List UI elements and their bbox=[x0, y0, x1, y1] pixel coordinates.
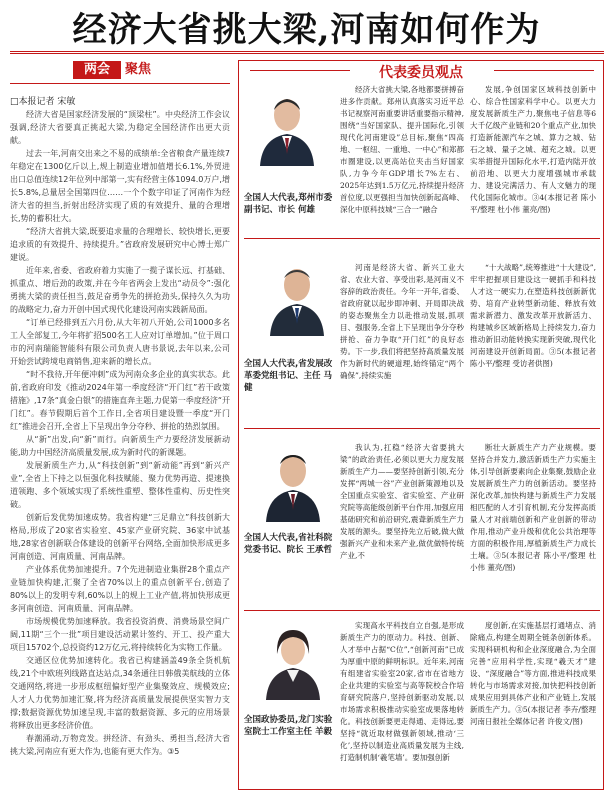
byline: □本报记者 宋敏 bbox=[10, 97, 76, 107]
paragraph: 从“新”出发,向“新”而行。向新质生产力要经济发展新动能,助力中国经济高质量发展,成为新时代的新课题。 bbox=[10, 435, 230, 457]
rep-caption: 全国人大代表,省社科院党委书记、院长 王承哲 bbox=[244, 533, 333, 555]
viewpoints-header: 代表委员观点 bbox=[379, 65, 463, 81]
paragraph: 交通区位优势加速转化。我省已构建涵盖49条全货机航线,21个中欧班列线路直达站点,34条通往日韩俄美航线的立体交通网络,将进一步形成枢纽偏好型产业集聚效应、规模效应;人才人力优势加速汇聚,将为经济高质量发展提供坚实智力支撑;数据资源优势加速呈现,丰富的数据资源、多元的应用场景将释放出更多经济价值。 bbox=[10, 656, 230, 730]
rep-statement-col2: “十大战略”,统筹推进“十大建设”,牢牢把握项目建设这一硬抓手和科技人才这一硬实力,在塑造科技创新新优势、培育产业转型新动能、释放有效需求新潜力、激发改革开放新活力、构建城乡区域新格局上持续发力,奋力推动新旧动能转换实现新突破,现代化河南建设开创新局面。③5(本报记者 陈小平/整理 受访者供图) bbox=[470, 263, 596, 368]
column-tag bbox=[73, 61, 173, 79]
paragraph: 经济大省是国家经济发展的“顶梁柱”。中央经济工作会议强调,经济大省要真正挑起大梁,为稳定全国经济作出更大贡献。 bbox=[10, 110, 230, 145]
paragraph: 创新后发优势加速成势。我省构建“三足鼎立”科技创新大格局,形成了20家省实验室、45家产业研究院、36家中试基地,28家省创新联合体建设的创新平台网络,全面加快形成更多河南创造、河南质量、河南品牌。 bbox=[10, 513, 230, 561]
paragraph: 产业体系优势加速提升。7个先进制造业集群28个重点产业链加快构建,汇聚了全省70%以上的重点创新平台,创造了80%以上的发明专利,60%以上的规上工业产值,将加快形成更多河南创造、河南质量、河南品牌。 bbox=[10, 565, 230, 613]
portrait-photo bbox=[260, 446, 326, 522]
article-body bbox=[10, 108, 230, 788]
paragraph: 过去一年,河南交出来之不易的成绩单:全省粮食产量连续7年稳定在1300亿斤以上,规上制造业增加值增长6.1%,外贸进出口总值连续12年位列中部第一,实有经营主体1094.0万户,增长5.8%,总量居全国第四位……一个个数字印证了河南作为经济大省的担当,折射出经济实现了质的有效提升、量的合理增长,势的蓄积壮大。 bbox=[10, 149, 230, 223]
section-divider bbox=[244, 610, 600, 611]
rep-section bbox=[242, 614, 600, 786]
portrait-photo bbox=[260, 624, 326, 700]
left-rule bbox=[10, 83, 230, 84]
rep-statement-col1: 我认为,扛稳“经济大省要挑大梁”的政治责任,必须以更大力度发展新质生产力——要坚持创新引领,充分发挥“两城一谷”产业创新策源地以及全国重点实验室、省实验室、产业研究院等高能级创新平台作用,加强应用基础研究和前沿研究,震聋新质生产力发展的源头。要坚持先立后破,做大做强新兴产业和未来产业,做优做特传统产业,不 bbox=[340, 443, 464, 560]
rep-caption: 全国人大代表,省发展改革委党组书记、主任 马健 bbox=[244, 359, 333, 393]
paragraph: “时不我待,开年便冲刺”成为河南众多企业的真实状态。此前,省政府印发《推动2024年第一季度经济“开门红”若干政策措施》,17条“真金白银”的措施直奔主题,力促第一季度经济“开门红”。春节假期后首个工作日,全省项目建设暨一季度“开门红”推进会召开,全省上下呈现出争分夺秒、拼抢的热烈氛围。 bbox=[10, 370, 230, 431]
portrait-photo bbox=[264, 260, 330, 336]
rep-caption: 全国人大代表,郑州市委副书记、市长 何雄 bbox=[244, 193, 333, 215]
rep-statement-col2: 度创新,在实施基层打通堵点、消除痛点,构建全周期全链条创新体系。实现科研机构和企业深度融合,为全面完善“应用科学性,实现“羲天才”建设、“深度融合”等方面,推进科技成果转化与市场需求对接,加快把科技创新成果应用到具体产业和产业链上,发展新质生产力。③5(本报记者 李卉/整理 河南日报社全媒体记者 许俊文/图) bbox=[470, 621, 596, 726]
rep-section bbox=[242, 242, 600, 417]
rep-caption: 全国政协委员,龙门实验室院士工作室主任 羊毅 bbox=[244, 715, 333, 737]
paragraph: “订单已经排到五六月份,从大年初八开始,公司1000多名工人全部复工,今年将扩招500名工人应对订单增加。”位于周口市的河南瑞能智能科有限公司负责人唐书景说,去年以来,公司开始尝试跨境电商销售,迎来新的增长点。 bbox=[10, 318, 230, 366]
rep-statement-col2: 断壮大新质生产力产业规模。要坚持合并发力,激活新质生产力实施主体,引导创新要素向企业集聚,鼓励企业发展新质生产力的创新活动。要坚持深化改革,加快构建与新质生产力发展相匹配的人才引育机制,充分发挥高质量人才对前端创新和产业创新的带动作用,推动产业升级和优化公共治理等方面的积极作用,厚植新质生产力成长土壤。③5(本报记者 陈小平/整理 杜小伟 董亮/图) bbox=[470, 443, 596, 572]
column-topic: 聚焦 bbox=[125, 62, 152, 77]
headline-rule-2 bbox=[10, 53, 604, 54]
paragraph: 春潮涌动,万物竞发。拼经济、有劲头、勇担当,经济大省挑大梁,河南应有更大作为,也能有更大作为。③5 bbox=[10, 734, 230, 756]
paragraph: “经济大省挑大梁,既要追求量的合理增长、较快增长,更要追求质的有效提升、持续提升。”省政府发展研究中心博士郑广建说。 bbox=[10, 227, 230, 262]
rep-statement-col1: 实现高水平科技自立自强,是形成新质生产力的原动力。科技、创新、人才举中占据“C位”,“创新河南”已成为厚重中原的鲜明标识。近年来,河南有组建省实验室20家,省市在省地方企业共建的实验室与高等院校合作培育研究院落户,坚持创新驱动发展,以市场需求积极推动实验室成果落地转化。科技创新要更走得通、走得远,要坚持“就近取材做强新领域,推动‘三化’,坚持以制造业高质量发展为主线,打造制机制‘羲笔墙’。要加强创新 bbox=[340, 621, 464, 762]
portrait-photo bbox=[254, 90, 320, 166]
rep-statement-col2: 发展,争创国家区域科技创新中心、综合性国家科学中心。以更大力度发展新质生产力,聚焦电子信息等6大千亿级产业链和20个重点产业,加快打造新能源汽车之城、算力之城、钻石之城、量子之城、超充之城。以更实举措提升国际化水平,打造内陆开放前沿地、以更大力度增强城市承载力、建设完满活力、有人文魅力的现代化国际化城市。③4(本报记者 陈小平/整理 杜小伟 董亮/图) bbox=[470, 85, 596, 214]
rep-statement-col1: 河南是经济大省、新兴工业大省、农业大省、享受出彩,是河南义不容辞的政治责任。今年一开年,省委、省政府就以起步即冲刺、开局即决战的姿态聚焦全力以赴推动发展,抓项目、强服务,全省上下呈现出争分夺秒拼抢、奋力争取“开门红”的良好态势。下一步,我们将把坚持高质量发展作为新时代的硬道理,始终锚定“两个确保”,持续实施 bbox=[340, 263, 464, 380]
paragraph: 发展新质生产力,从“科技创新”到“新动能”再到“新兴产业”,全省上下持之以恒强化科技赋能、聚力优势再造、提速换道领跑、多个领域实现了系统性重塑、整体性重构、历史性突破。 bbox=[10, 461, 230, 509]
section-divider bbox=[244, 238, 600, 239]
headline-rule bbox=[10, 51, 604, 52]
headline: 经济大省挑大梁,河南如何作为 bbox=[72, 10, 541, 50]
paragraph: 市场规模优势加速释放。我省投资消费、消费场景空间广阔,11期“三个一批”项目建设活动累计签约、开工、投产重大项目15702个,总投资约12万亿元,将持续转化为实物工作量。 bbox=[10, 617, 230, 652]
rep-section bbox=[242, 82, 600, 237]
rep-section bbox=[242, 432, 600, 607]
paragraph: 近年来,省委、省政府着力实施了一揽子谋长远、打基础、抓重点、增后劲的政策,并在今年省两会上发出“动员令”:强化勇挑大梁的责任担当,鼓足奋勇争先的拼抢劲头,保持久久为功的战略定力,奋力开创中国式现代化建设河南实践新局面。 bbox=[10, 266, 230, 314]
rep-statement-col1: 经济大省挑大梁,各地都要拼搏奋进多作贡献。郑州认真落实习近平总书记视察河南重要讲话重要指示精神,围绕“当好国家队、提升国际化,引领现代化河南建设”总目标,聚焦“四高地、一枢纽、一重地、一中心”和郑都市圈建设,以更高站位夹击当好国家队,力争今年GDP增长7%左右、2025年达到1.5万亿元,持续提升经济首位度,以更强担当加快创新起高峰、深化中原科技城“三合一”融合 bbox=[340, 85, 464, 214]
section-divider bbox=[244, 428, 600, 429]
column-tag-label: 两会 bbox=[73, 61, 121, 79]
